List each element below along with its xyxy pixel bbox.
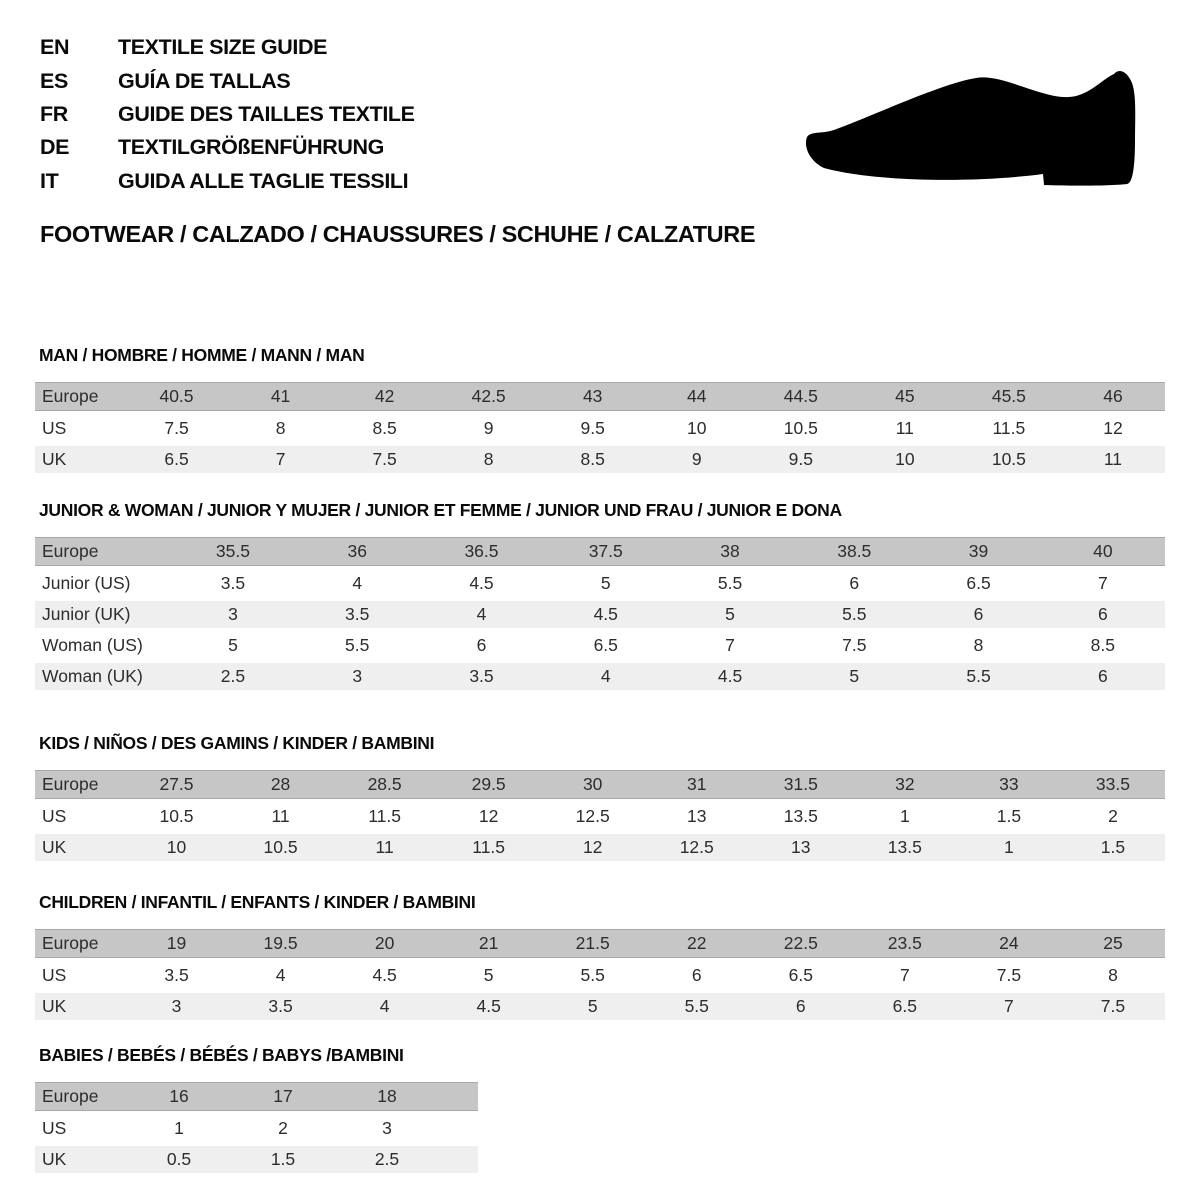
size-value: 4.5 <box>544 601 668 628</box>
size-value: 7 <box>1097 573 1108 593</box>
size-value: 2 <box>1108 806 1118 826</box>
size-value: 2.5 <box>335 1146 439 1173</box>
size-value: 13 <box>687 806 707 826</box>
size-value: 8 <box>437 446 541 473</box>
size-value: 13.5 <box>853 834 957 861</box>
size-value: 11 <box>333 834 437 861</box>
size-value: 6 <box>916 601 1040 628</box>
size-value: 28 <box>229 770 333 799</box>
size-value: 21.5 <box>541 929 645 958</box>
size-value: 6.5 <box>853 993 957 1020</box>
size-value: 6.5 <box>966 573 991 593</box>
size-value: 19.5 <box>229 929 333 958</box>
size-value: 11.5 <box>368 806 401 826</box>
row-label: US <box>42 1118 67 1138</box>
size-value: 12.5 <box>645 834 749 861</box>
size-value: 6 <box>749 993 853 1020</box>
table-row <box>35 962 1165 989</box>
size-value: 45 <box>853 382 957 411</box>
row-label: Europe <box>35 537 171 566</box>
size-value: 32 <box>853 770 957 799</box>
size-tables <box>35 344 1165 1177</box>
size-value: 11.5 <box>992 418 1026 438</box>
table-row <box>35 446 1165 473</box>
size-value: 5.5 <box>792 601 916 628</box>
table-row <box>35 601 1165 628</box>
size-value: 8 <box>1108 965 1118 985</box>
language-row-es <box>40 64 415 97</box>
size-value: 31 <box>645 770 749 799</box>
size-value: 21 <box>437 929 541 958</box>
size-value: 5 <box>668 601 792 628</box>
row-label: Woman (UK) <box>35 663 171 690</box>
size-value: 6 <box>691 965 702 985</box>
language-code: ES <box>40 68 68 93</box>
size-value: 5 <box>792 663 916 690</box>
size-value: 1.5 <box>231 1146 335 1173</box>
size-value: 39 <box>916 537 1040 566</box>
language-row-en <box>40 31 415 64</box>
section-title-babies: BABIES / BEBÉS / BÉBÉS / BABYS /BAMBINI <box>39 1045 404 1065</box>
size-value: 46 <box>1061 382 1165 411</box>
row-label: UK <box>35 1146 127 1173</box>
language-title: TEXTILGRÖßENFÜHRUNG <box>118 135 384 160</box>
category-heading: FOOTWEAR / CALZADO / CHAUSSURES / SCHUHE / CALZATURE <box>40 221 756 247</box>
size-value: 20 <box>333 929 437 958</box>
size-value: 5 <box>228 635 238 655</box>
size-value: 3.5 <box>229 993 333 1020</box>
size-value: 12.5 <box>575 806 610 826</box>
size-value: 6 <box>1041 601 1165 628</box>
size-value: 22.5 <box>749 929 853 958</box>
filler-cell <box>439 1082 478 1111</box>
size-value: 3.5 <box>295 601 419 628</box>
size-value: 25 <box>1061 929 1165 958</box>
size-value: 3.5 <box>419 663 543 690</box>
size-value: 10.5 <box>159 806 194 826</box>
language-row-de <box>40 131 415 164</box>
size-value: 7 <box>899 965 910 985</box>
size-value: 3.5 <box>220 573 246 593</box>
size-value: 42.5 <box>437 382 541 411</box>
size-value: 28.5 <box>333 770 437 799</box>
table-row <box>35 1146 478 1173</box>
size-table-junior-woman <box>35 533 1165 694</box>
size-value: 7 <box>725 635 735 655</box>
table-row <box>35 570 1165 597</box>
size-value: 12 <box>1103 418 1123 438</box>
table-row <box>35 1082 478 1111</box>
table-row <box>35 834 1165 861</box>
size-value: 29.5 <box>437 770 541 799</box>
row-label: Europe <box>35 382 124 411</box>
size-value: 5.5 <box>916 663 1040 690</box>
row-label: US <box>42 806 67 826</box>
size-value: 27.5 <box>124 770 228 799</box>
size-value: 9 <box>645 446 749 473</box>
language-row-fr <box>40 98 415 131</box>
size-value: 3 <box>171 601 295 628</box>
table-row <box>35 632 1165 659</box>
size-value: 35.5 <box>171 537 295 566</box>
size-value: 3.5 <box>164 965 189 985</box>
size-value: 5 <box>600 573 611 593</box>
size-value: 1.5 <box>996 806 1022 826</box>
language-code: IT <box>40 168 59 193</box>
size-value: 30 <box>541 770 645 799</box>
filler-cell <box>439 1146 478 1173</box>
size-value: 7.5 <box>333 446 437 473</box>
size-value: 9 <box>483 418 494 438</box>
size-value: 6 <box>849 573 860 593</box>
size-value: 36.5 <box>419 537 543 566</box>
size-value: 4.5 <box>668 663 792 690</box>
size-value: 3 <box>382 1118 392 1138</box>
shoe-icon-path <box>806 71 1135 186</box>
size-value: 11.5 <box>437 834 541 861</box>
size-value: 7 <box>957 993 1061 1020</box>
size-value: 10.5 <box>229 834 333 861</box>
size-value: 8 <box>973 635 984 655</box>
row-label: UK <box>35 834 124 861</box>
table-row <box>35 803 1165 830</box>
size-value: 8.5 <box>541 446 645 473</box>
size-value: 5 <box>483 965 494 985</box>
section-junior-woman <box>35 499 1165 694</box>
table-row <box>35 929 1165 958</box>
size-value: 22 <box>645 929 749 958</box>
size-value: 5.5 <box>717 573 743 593</box>
language-title: TEXTILE SIZE GUIDE <box>118 35 328 60</box>
row-label: US <box>42 418 67 438</box>
size-value: 6.5 <box>124 446 228 473</box>
row-label: Europe <box>35 1082 127 1111</box>
size-value: 12 <box>478 806 499 826</box>
shoe-icon <box>800 55 1145 195</box>
size-value: 5.5 <box>645 993 749 1020</box>
size-value: 18 <box>335 1082 439 1111</box>
row-label: Woman (US) <box>42 635 143 655</box>
size-value: 10.5 <box>957 446 1061 473</box>
size-value: 5.5 <box>580 965 605 985</box>
size-value: 17 <box>231 1082 335 1111</box>
size-value: 4 <box>275 965 286 985</box>
size-value: 1.5 <box>1061 834 1165 861</box>
row-label: US <box>42 965 67 985</box>
size-value: 45.5 <box>957 382 1061 411</box>
size-value: 9.5 <box>580 418 605 438</box>
size-value: 44 <box>645 382 749 411</box>
language-code: EN <box>40 35 70 60</box>
size-value: 2 <box>278 1118 288 1138</box>
size-value: 42 <box>333 382 437 411</box>
size-value: 36 <box>295 537 419 566</box>
row-label: UK <box>35 446 124 473</box>
size-value: 12 <box>541 834 645 861</box>
language-title: GUIDA ALLE TAGLIE TESSILI <box>118 168 409 193</box>
size-value: 31.5 <box>749 770 853 799</box>
language-title: GUÍA DE TALLAS <box>118 68 291 93</box>
size-value: 10.5 <box>783 418 818 438</box>
size-value: 4 <box>352 573 363 593</box>
size-table-man <box>35 378 1165 477</box>
size-value: 41 <box>229 382 333 411</box>
row-label: Junior (US) <box>42 573 131 593</box>
size-value: 1 <box>957 834 1061 861</box>
row-label: Europe <box>35 770 124 799</box>
section-title-junior-woman: JUNIOR & WOMAN / JUNIOR Y MUJER / JUNIOR ET FEMME / JUNIOR UND FRAU / JUNIOR E DONA <box>39 500 842 520</box>
size-value: 38.5 <box>792 537 916 566</box>
size-value: 13.5 <box>783 806 818 826</box>
size-value: 13 <box>749 834 853 861</box>
size-table-kids <box>35 766 1165 865</box>
size-value: 7.5 <box>842 635 867 655</box>
size-value: 3 <box>124 993 228 1020</box>
section-man <box>35 344 1165 477</box>
size-value: 40 <box>1041 537 1165 566</box>
size-value: 33 <box>957 770 1061 799</box>
shoe-icon-svg <box>800 55 1145 195</box>
size-value: 4 <box>419 601 543 628</box>
size-value: 10 <box>124 834 228 861</box>
section-babies <box>35 1044 1165 1177</box>
size-value: 40.5 <box>124 382 228 411</box>
table-row <box>35 415 1165 442</box>
size-value: 7 <box>229 446 333 473</box>
section-title-children: CHILDREN / INFANTIL / ENFANTS / KINDER / BAMBINI <box>39 892 476 912</box>
size-value: 7.5 <box>996 965 1022 985</box>
size-value: 10 <box>687 418 707 438</box>
size-value: 33.5 <box>1061 770 1165 799</box>
row-label: Europe <box>35 929 124 958</box>
size-value: 10 <box>853 446 957 473</box>
section-kids <box>35 732 1165 865</box>
size-table-babies <box>35 1078 478 1177</box>
language-code: FR <box>40 101 68 126</box>
size-value: 5.5 <box>345 635 370 655</box>
size-value: 8 <box>275 418 286 438</box>
size-value: 8.5 <box>372 418 397 438</box>
filler-cell <box>439 1115 478 1142</box>
language-code: DE <box>40 135 70 160</box>
size-value: 4 <box>544 663 668 690</box>
section-children <box>35 891 1165 1024</box>
table-row <box>35 663 1165 690</box>
language-row-it <box>40 165 415 198</box>
size-value: 4 <box>333 993 437 1020</box>
size-value: 11 <box>1061 446 1165 473</box>
size-value: 38 <box>668 537 792 566</box>
size-value: 4.5 <box>372 965 397 985</box>
size-table-children <box>35 925 1165 1024</box>
size-value: 6 <box>476 635 487 655</box>
size-value: 24 <box>957 929 1061 958</box>
size-value: 11 <box>271 806 290 826</box>
size-value: 16 <box>127 1082 231 1111</box>
table-row <box>35 537 1165 566</box>
table-row <box>35 382 1165 411</box>
size-value: 5 <box>541 993 645 1020</box>
table-row <box>35 993 1165 1020</box>
section-title-kids: KIDS / NIÑOS / DES GAMINS / KINDER / BAMBINI <box>39 733 435 753</box>
size-value: 11 <box>895 418 914 438</box>
size-value: 1 <box>174 1118 184 1138</box>
size-value: 37.5 <box>544 537 668 566</box>
size-value: 43 <box>541 382 645 411</box>
size-value: 8.5 <box>1090 635 1115 655</box>
section-title-man: MAN / HOMBRE / HOMME / MANN / MAN <box>39 345 365 365</box>
row-label: UK <box>35 993 124 1020</box>
size-value: 9.5 <box>749 446 853 473</box>
language-title: GUIDE DES TAILLES TEXTILE <box>118 101 415 126</box>
size-value: 7.5 <box>164 418 189 438</box>
size-value: 1 <box>899 806 910 826</box>
table-row <box>35 1115 478 1142</box>
language-title-list <box>40 31 415 198</box>
size-value: 6.5 <box>593 635 618 655</box>
size-value: 23.5 <box>853 929 957 958</box>
size-value: 2.5 <box>171 663 295 690</box>
size-value: 19 <box>124 929 228 958</box>
size-value: 6.5 <box>788 965 813 985</box>
size-value: 3 <box>295 663 419 690</box>
size-value: 4.5 <box>437 993 541 1020</box>
size-value: 4.5 <box>469 573 494 593</box>
row-label: Junior (UK) <box>35 601 171 628</box>
table-row <box>35 770 1165 799</box>
size-value: 44.5 <box>749 382 853 411</box>
size-value: 7.5 <box>1061 993 1165 1020</box>
size-value: 6 <box>1041 663 1165 690</box>
size-value: 0.5 <box>127 1146 231 1173</box>
